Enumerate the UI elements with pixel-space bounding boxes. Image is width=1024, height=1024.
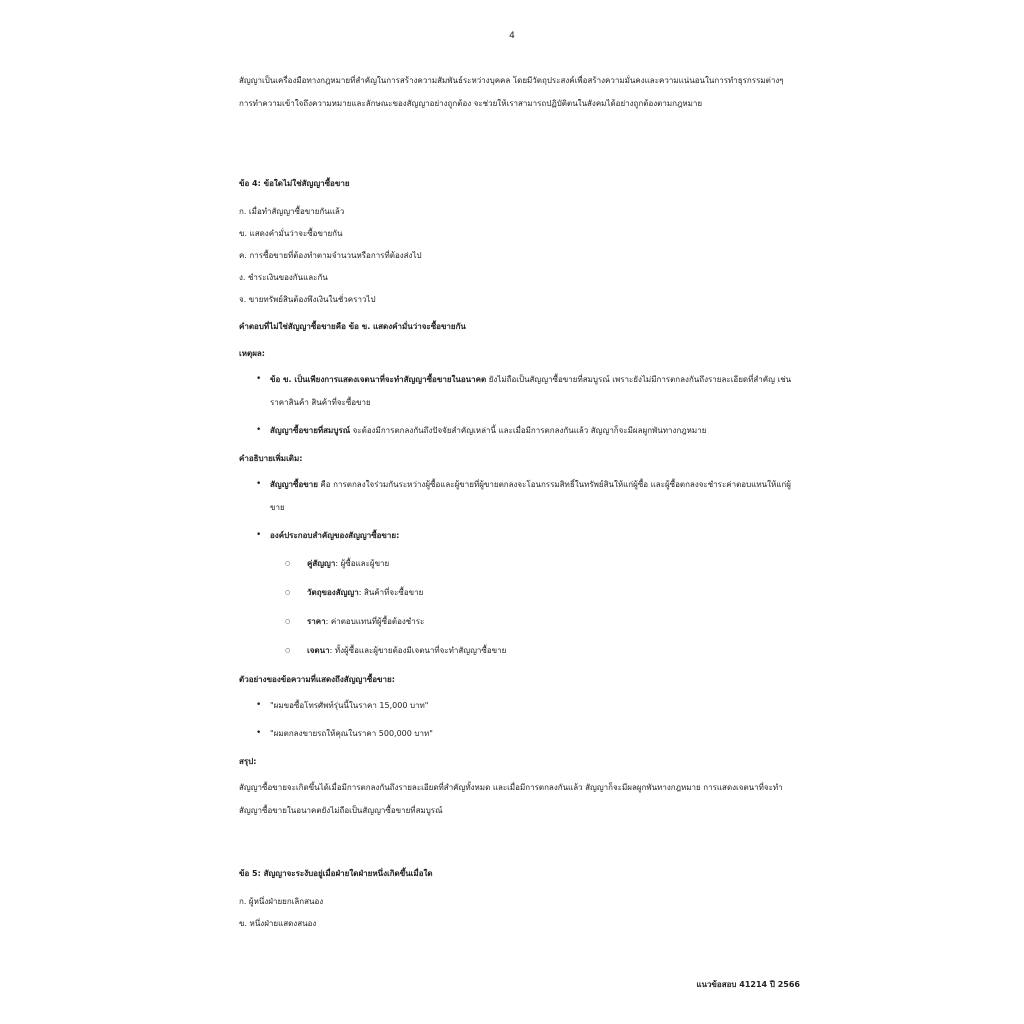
reason-item-text: ยังไม่ถือเป็นสัญญาซื้อขายที่สมบูรณ์ เพราะยังไม่มีการตกลงกันถึงรายละเอียดที่สำคัญ เช่น ราคาสินค้า สินค้าที่จะซื้อขาย xyxy=(270,375,792,407)
question-4-section xyxy=(239,172,799,822)
summary-heading: สรุป: xyxy=(239,757,257,766)
component-item xyxy=(239,581,799,604)
example-item: • "ผมขอซื้อโทรศัพท์รุ่นนี้ในราคา 15,000 บาท" xyxy=(239,694,799,717)
reason-list xyxy=(239,368,799,442)
reason-item xyxy=(239,419,799,442)
explain-item-bold: สัญญาซื้อขาย xyxy=(270,480,318,489)
component-item-text: : ค่าตอบแทนที่ผู้ซื้อต้องชำระ xyxy=(325,617,425,626)
option-e: จ. ขายทรัพย์สินต้องพึงเงินในชั่วคราวไป xyxy=(239,295,376,304)
question-5-section xyxy=(239,862,799,935)
page-number: 4 xyxy=(509,31,515,41)
reason-item-text: จะต้องมีการตกลงกันถึงปัจจัยสำคัญเหล่านี้ และเมื่อมีการตกลงกันแล้ว สัญญาก็จะมีผลผูกพันทางกฎหมาย xyxy=(350,426,707,435)
option-d: ง. ชำระเงินของกันและกัน xyxy=(239,273,328,282)
summary-paragraph: สัญญาซื้อขายจะเกิดขึ้นได้เมื่อมีการตกลงกันถึงรายละเอียดที่สำคัญทั้งหมด และเมื่อมีการตกลงกันแล้ว สัญญาก็จะมีผลผูกพันทางกฎหมาย การแสดงเจตนาที่จะทำสัญญาซื้อขายในอนาคตยังไม่ถือเป็นสัญญาซื้อขายที่สมบูรณ์ xyxy=(239,783,783,815)
explain-list xyxy=(239,473,799,547)
reason-heading: เหตุผล: xyxy=(239,349,265,358)
examples-heading: ตัวอย่างของข้อความที่แสดงถึงสัญญาซื้อขาย: xyxy=(239,675,395,684)
option-b: ข. แสดงคำมั่นว่าจะซื้อขายกัน xyxy=(239,229,343,238)
reason-item xyxy=(239,368,799,414)
reason-item-bold: ข้อ ข. เป็นเพียงการแสดงเจตนาที่จะทำสัญญาซื้อขายในอนาคต xyxy=(270,375,487,384)
explain-item-text: คือ การตกลงใจร่วมกันระหว่างผู้ซื้อและผู้ขายที่ผู้ขายตกลงจะโอนกรรมสิทธิ์ในทรัพย์สินให้แก่ผู้ซื้อ และผู้ซื้อตกลงจะชำระค่าตอบแทนให้แก่ผู้ขาย xyxy=(270,480,791,512)
answer-line: คำตอบที่ไม่ใช่สัญญาซื้อขายคือ ข้อ ข. แสดงคำมั่นว่าจะซื้อขายกัน xyxy=(239,322,466,331)
example-list xyxy=(239,694,799,745)
option-a: ก. ผู้หนึ่งฝ่ายยกเลิกสนอง xyxy=(239,897,324,906)
component-item-bold: คู่สัญญา xyxy=(307,559,336,568)
component-item-bold: ราคา xyxy=(307,617,326,626)
component-item-bold: เจตนา xyxy=(307,646,330,655)
question-5-title: ข้อ 5: สัญญาจะระงับอยู่เมื่อฝ่ายใดฝ่ายหนึ่งเกิดขึ้นเมื่อใด xyxy=(239,869,433,878)
option-a: ก. เมื่อทำสัญญาซื้อขายกันแล้ว xyxy=(239,207,345,216)
explain-heading: คำอธิบายเพิ่มเติม: xyxy=(239,454,303,463)
component-item xyxy=(239,639,799,662)
explain-item-bold: องค์ประกอบสำคัญของสัญญาซื้อขาย: xyxy=(270,531,400,540)
component-item-bold: วัตถุของสัญญา xyxy=(307,588,359,597)
component-item xyxy=(239,610,799,633)
component-list xyxy=(239,552,799,662)
explain-item xyxy=(239,524,799,547)
question-4-title: ข้อ 4: ข้อใดไม่ใช่สัญญาซื้อขาย xyxy=(239,179,350,188)
explain-item xyxy=(239,473,799,519)
component-item-text: : ทั้งผู้ซื้อและผู้ขายต้องมีเจตนาที่จะทำสัญญาซื้อขาย xyxy=(329,646,507,655)
component-item xyxy=(239,552,799,575)
option-b: ข. หนึ่งฝ่ายแสดงสนอง xyxy=(239,919,317,928)
example-item: • "ผมตกลงขายรถให้คุณในราคา 500,000 บาท" xyxy=(239,722,799,745)
component-item-text: : ผู้ซื้อและผู้ขาย xyxy=(335,559,390,568)
page-footer: แนวข้อสอบ 41214 ปี 2566 xyxy=(696,980,800,989)
intro-section xyxy=(239,69,799,115)
component-item-text: : สินค้าที่จะซื้อขาย xyxy=(358,588,424,597)
option-c: ค. การซื้อขายที่ต้องทำตามจำนวนหรือการที่ต้องส่งไป xyxy=(239,251,422,260)
intro-paragraph: สัญญาเป็นเครื่องมือทางกฎหมายที่สำคัญในการสร้างความสัมพันธ์ระหว่างบุคคล โดยมีวัตถุประสงค์เพื่อสร้างความมั่นคงและความแน่นอนในการทำธุรกรรมต่างๆ การทำความเข้าใจถึงความหมายและลักษณะของสัญญาอย่างถูกต้อง จะช่วยให้เราสามารถปฏิบัติตนในสังคมได้อย่างถูกต้องตามกฎหมาย xyxy=(239,76,784,108)
reason-item-bold: สัญญาซื้อขายที่สมบูรณ์ xyxy=(270,426,351,435)
